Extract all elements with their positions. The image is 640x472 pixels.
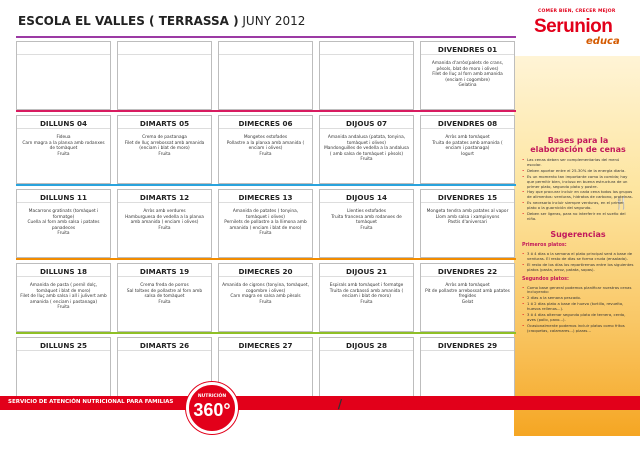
first-courses-heading: Primeros platos: [522,242,567,248]
first-courses-list [522,252,634,273]
day-header [219,42,312,55]
day-header: DIMECRES 13 [219,190,312,203]
day-cell [218,263,313,332]
day-cell [319,115,414,184]
logo-brand: Serunion [534,16,613,37]
tips-list [522,158,634,222]
day-menu: Arròs amb tomàquet Pit de pollastre arrebossat amb patates fregides Gelat [425,283,510,305]
day-menu [320,351,413,357]
day-header: DIVENDRES 29 [421,338,514,351]
nutrition-360-badge [186,382,238,434]
day-header: DILLUNS 04 [17,116,110,129]
week-row [16,258,516,332]
day-menu [320,55,413,61]
second-courses-heading: Segundos platos: [522,276,569,282]
day-header: DIMECRES 27 [219,338,312,351]
day-cell [420,41,515,110]
tip-item: • El resto de los días los repartiremos entre los siguientes platos (pasta, arroz, patata, sopas). [522,263,634,273]
page-title [18,14,305,28]
day-cell [16,263,111,332]
day-cell [16,189,111,258]
day-header: DILLUNS 18 [17,264,110,277]
day-menu: Crema freda de porros Sal toltxes de pollastre al forn amb salsa de tomàquet Fruita [126,283,203,305]
tip-item: • 3 ó 4 días a la semana el plato principal será a base de verduras. El resto de días se forma cruda (ensalada). [522,252,634,262]
tip-item: • Hay que procurar incluir en cada cena todos los grupos de alimentos: verduras, hidratos de carbono, proteínas. [522,190,634,200]
day-menu [118,351,211,357]
suggestions-title: Sugerencias [550,229,606,239]
day-cell [218,189,313,258]
day-cell [16,115,111,184]
day-header: DIVENDRES 22 [421,264,514,277]
menu-calendar [16,36,516,406]
logo-tagline: COMER BIEN, CRECER MEJOR [538,9,616,14]
day-menu: Amanida de patates ( tonyina, tomàquet i olives) Pernilets de pollastre a la llimona amb amanida ( enciam i blat de moro) Fruita [224,209,307,237]
day-header: DIMARTS 19 [118,264,211,277]
day-cell [420,189,515,258]
day-header: DILLUNS 11 [17,190,110,203]
school-name: ESCOLA EL VALLES ( TERRASSA ) [18,14,239,28]
day-header: DIMARTS 26 [118,338,211,351]
email-link[interactable]: nutricion360@serunion.com [346,399,495,411]
serunion-logo [524,6,634,50]
day-header: DIMARTS 12 [118,190,211,203]
day-menu: Amanida de cigrons (tonyina, tomàquet, cogombre i olives) Carn magra en salsa amb pèsols Fruita [222,283,309,305]
day-header [118,42,211,55]
tip-item: • Ocasionalmente podemos incluir platos como fritos (croquetas, calamares...) pizzas... [522,324,634,334]
week-row [16,36,516,110]
tip-item: • 1 ó 2 días plato a base de huevo (tortilla, revuelto, huevos rellenos...). [522,302,634,312]
day-menu [17,55,110,61]
day-menu: Fideua Carn magra a la planxa amb rodanxes de tomàquet Fruita [22,135,105,157]
day-header: DIMECRES 06 [219,116,312,129]
day-header: DILLUNS 25 [17,338,110,351]
day-header [320,42,413,55]
tips-title: Bases para la elaboración de cenas [530,136,626,154]
day-header: DIVENDRES 08 [421,116,514,129]
day-cell [319,41,414,110]
day-menu: Amanida d'arròs(palets de crans, pèsols, blat de moro i olives) Filet de lluç al forn amb amanida (enciam i cogombre) Gelatina [431,61,504,89]
tip-item: • Como base general podemos planificar nuestras cenas incluyendo: [522,286,634,296]
day-menu [118,55,211,61]
day-cell [16,41,111,110]
phone-number[interactable]: 902 360 030 [250,397,334,411]
day-menu: Amanida andalusa (patata, tonyina, tomàquet i olives) Mandonguilles de vedella a la andalusa ( amb salsa de tomàquet i pèsols) Fruita [324,135,409,163]
day-header: DIVENDRES 01 [421,42,514,55]
badge-main-text: 360° [193,400,231,420]
day-header: DIJOUS 21 [320,264,413,277]
day-cell [319,189,414,258]
day-cell [117,115,212,184]
day-header: DIMECRES 20 [219,264,312,277]
nutrition-tips [522,136,634,335]
day-header: DIMARTS 05 [118,116,211,129]
day-menu: Espirals amb tomàquet i formatge Truita de carbassó amb amanida ( enciam i blat de moro) Fruita [329,283,404,305]
day-menu: Llenties estofades Truita francesa amb rodanxes de tomàquet Fruita [331,209,402,231]
footer-bar-text: SERVICIO DE ATENCIÓN NUTRICIONAL PARA FAMILIAS [8,399,174,405]
tip-item: • 2 días a la semana pescado. [522,296,634,301]
day-menu [219,351,312,357]
day-menu: Crema de pastanaga Filet de lluç arrebossat amb amanida (enciam i blat de moro) Fruita [124,135,205,157]
tip-item: • Deben ser ligeras, para no interferir en el sueño del niño. [522,212,634,222]
contact-separator: / [337,397,343,411]
day-menu: Mongeta tendra amb patates al vapor Llom amb salsa i xampinyons Pastís d'aniversari [426,209,509,226]
week-row [16,332,516,406]
tip-item: • Deben aportar entre el 25-30% de la energía diaria. [522,169,634,174]
day-menu: Mongetes estofades Pollastre a la planxa amb amanida ( enciam i olives) Fruita [226,135,305,157]
day-menu: Arròs amb tomàquet Truita de patates amb amanida ( enciam i pastanaga) Iogurt [432,135,503,157]
tip-item: • Es necesario incluir siempre verduras, en el primer plato o la guarnición del segundo. [522,201,634,211]
month-label: JUNY 2012 [242,14,306,28]
day-cell [420,263,515,332]
second-courses-list [522,286,634,334]
day-cell [117,41,212,110]
day-menu [17,351,110,357]
day-cell [319,263,414,332]
day-header: DIJOUS 28 [320,338,413,351]
day-cell [420,115,515,184]
day-header: DIJOUS 07 [320,116,413,129]
day-header [17,42,110,55]
week-row [16,184,516,258]
day-cell [117,263,212,332]
badge-top-text: NUTRICIÓN [197,394,227,399]
tip-item: • Es un momento tan importante como la comida; hay que permitir bien, incluso en buena estructura de un primer plato, segundo plato y postre. [522,175,634,190]
tip-item: • 3 ó 4 días alternar segundo plato de ternera, cerdo, aves (pollo, pavo...). [522,313,634,323]
day-cell [218,41,313,110]
day-menu: Amanida de pasta ( pernil dolç, tomàquet i blat de moro) Filet de lluç amb salsa i all i julivert amb amanida ( enciam i pastanaga) Fruita [20,283,107,311]
day-header: DIJOUS 14 [320,190,413,203]
day-menu [219,55,312,61]
contact-line [250,397,495,411]
day-menu: Macarrons gratinats (tomàquet i formatge) Cuella al forn amb salsa i patates panadeces Fruita [27,209,100,237]
tip-item: • Las cenas deben ser complementarias del menú escolar. [522,158,634,168]
day-menu [421,351,514,357]
footer [0,396,640,472]
cutlery-icon: 🍴 [614,196,629,210]
day-cell [117,189,212,258]
week-row [16,110,516,184]
day-cell [218,115,313,184]
day-menu: Arròs amb verdures Hamburguesa de vedella a la planxa amb amanida ( enciam i olives) Fruita [125,209,204,231]
day-header: DIVENDRES 15 [421,190,514,203]
logo-sub: educa [586,36,620,47]
